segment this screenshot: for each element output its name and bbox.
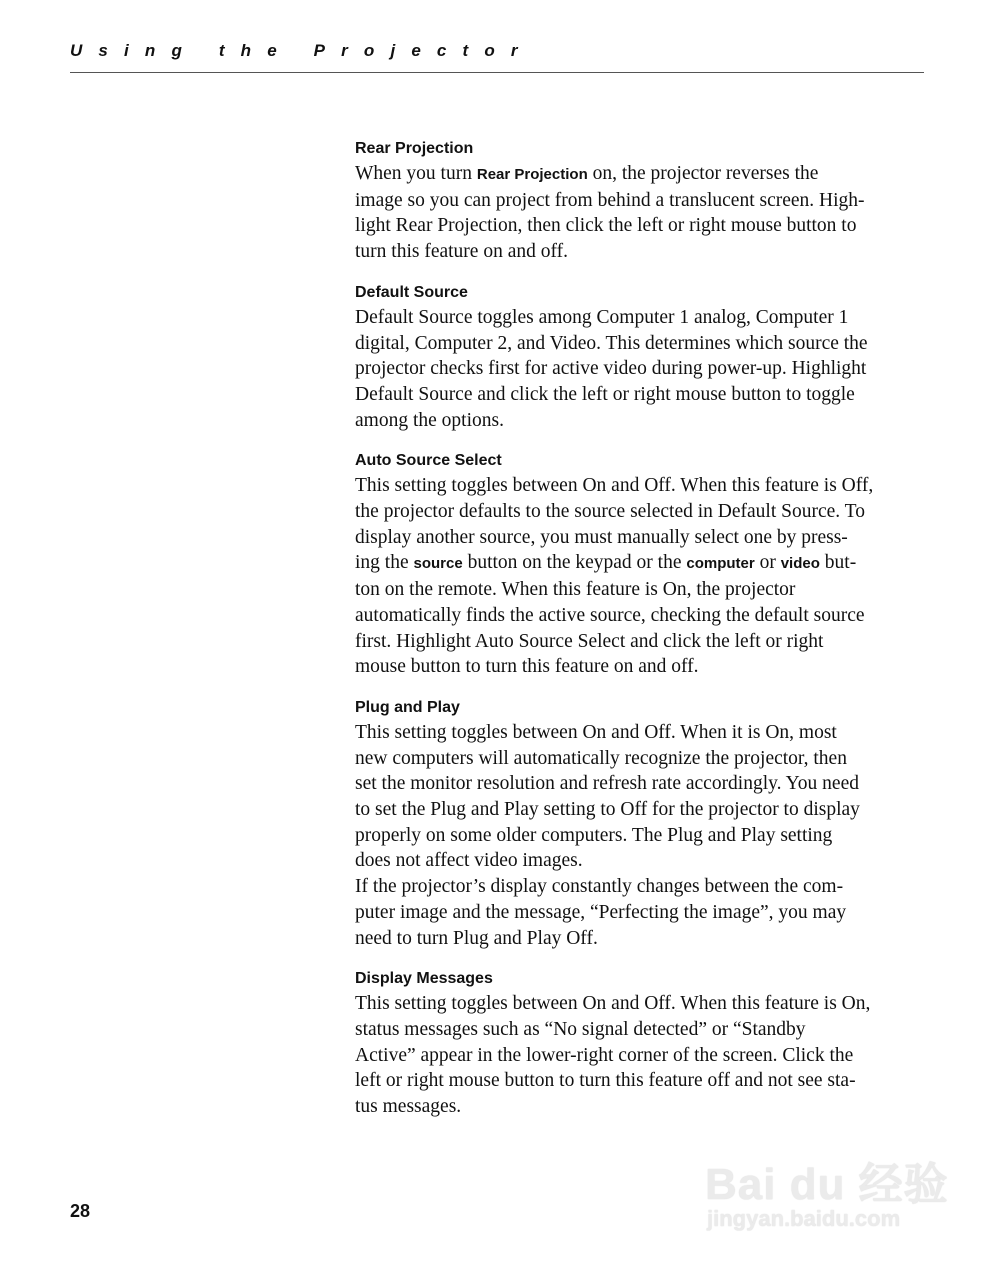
body-text-line bbox=[355, 473, 925, 499]
text-run: ton on the remote. When this feature is On, the projector bbox=[355, 579, 796, 601]
text-run: display another source, you must manually select one by press- bbox=[355, 526, 848, 548]
body-text-line bbox=[355, 1017, 925, 1043]
body-text-line bbox=[355, 382, 925, 408]
text-run: on, the projector reverses the bbox=[587, 163, 819, 184]
section-plug-and-play bbox=[355, 696, 925, 951]
body-text-line bbox=[355, 305, 925, 331]
body-text-line bbox=[355, 1043, 925, 1069]
text-run: mouse button to turn this feature on and off. bbox=[355, 656, 699, 678]
page-number: 28 bbox=[70, 1201, 91, 1221]
text-run: properly on some older computers. The Plug and Play setting bbox=[355, 824, 833, 846]
text-run: Default Source toggles among Computer 1 analog, Computer 1 bbox=[355, 306, 849, 328]
body-text-line bbox=[355, 654, 925, 680]
control-name-keyword: computer bbox=[686, 555, 755, 573]
body-text-line bbox=[355, 629, 925, 655]
text-run: does not affect video images. bbox=[355, 850, 583, 872]
text-run: tus messages. bbox=[355, 1096, 462, 1118]
running-header-title: Using the Projector bbox=[70, 41, 534, 60]
body-text-line bbox=[355, 550, 925, 577]
control-name-keyword: Rear Projection bbox=[476, 166, 588, 183]
text-run: need to turn Plug and Play Off. bbox=[355, 927, 598, 949]
body-column bbox=[355, 137, 925, 1136]
text-run: This setting toggles between On and Off. When this feature is On, bbox=[355, 993, 871, 1015]
body-text-line bbox=[355, 874, 925, 900]
text-run: projector checks first for active video during power-up. Highlight bbox=[355, 358, 867, 380]
text-run: Default Source and click the left or right mouse button to toggle bbox=[355, 383, 855, 405]
text-run: When you turn bbox=[355, 163, 477, 184]
text-run: but- bbox=[819, 552, 857, 574]
body-text-line bbox=[355, 499, 925, 525]
text-run: new computers will automatically recognize the projector, then bbox=[355, 747, 847, 769]
text-run: ing the bbox=[355, 552, 414, 574]
body-text-line bbox=[355, 900, 925, 926]
body-text-line bbox=[355, 188, 925, 214]
body-text-line bbox=[355, 823, 925, 849]
text-run: the projector defaults to the source selected in Default Source. To bbox=[355, 501, 865, 523]
body-text-line bbox=[355, 746, 925, 772]
section-display-messages bbox=[355, 967, 925, 1120]
body-text-line bbox=[355, 161, 925, 188]
text-run: button on the keypad or the bbox=[462, 552, 687, 574]
section-default-source bbox=[355, 281, 925, 434]
text-run: This setting toggles between On and Off. When this feature is Off, bbox=[355, 475, 874, 497]
text-run: digital, Computer 2, and Video. This determines which source the bbox=[355, 332, 868, 354]
baidu-watermark-logo bbox=[705, 1148, 949, 1248]
body-text-line bbox=[355, 797, 925, 823]
running-header bbox=[70, 38, 924, 73]
text-run: light Rear Projection, then click the left or right mouse button to bbox=[355, 215, 857, 237]
body-text-line bbox=[355, 771, 925, 797]
text-run: puter image and the message, “Perfecting the image”, you may bbox=[355, 901, 847, 923]
body-text-line bbox=[355, 1068, 925, 1094]
text-run: If the projector’s display constantly changes between the com- bbox=[355, 876, 844, 898]
text-run: turn this feature on and off. bbox=[355, 241, 568, 263]
section-heading: Display Messages bbox=[355, 970, 493, 988]
section-heading: Plug and Play bbox=[355, 698, 460, 716]
body-text-line bbox=[355, 926, 925, 952]
body-text-line bbox=[355, 239, 925, 265]
section-auto-source-select bbox=[355, 449, 925, 680]
body-text-line bbox=[355, 213, 925, 239]
section-rear-projection bbox=[355, 137, 925, 265]
body-text-line bbox=[355, 577, 925, 603]
watermark-url-text: jingyan.baidu.com bbox=[707, 1206, 901, 1231]
control-name-keyword: source bbox=[413, 555, 463, 573]
text-run: This setting toggles between On and Off. When it is On, most bbox=[355, 721, 837, 743]
control-name-keyword: video bbox=[780, 555, 820, 573]
section-heading: Default Source bbox=[355, 283, 468, 301]
body-text-line bbox=[355, 331, 925, 357]
text-run: to set the Plug and Play setting to Off for the projector to display bbox=[355, 799, 860, 821]
body-text-line bbox=[355, 603, 925, 629]
body-text-line bbox=[355, 1094, 925, 1120]
body-text-line bbox=[355, 408, 925, 434]
body-text-line bbox=[355, 356, 925, 382]
text-run: among the options. bbox=[355, 409, 504, 431]
section-heading: Rear Projection bbox=[355, 140, 474, 157]
text-run: status messages such as “No signal detected” or “Standby bbox=[355, 1018, 806, 1040]
body-text-line bbox=[355, 525, 925, 551]
body-text-line bbox=[355, 991, 925, 1017]
text-run: set the monitor resolution and refresh rate accordingly. You need bbox=[355, 773, 859, 795]
body-text-line bbox=[355, 848, 925, 874]
text-run: Active” appear in the lower-right corner of the screen. Click the bbox=[355, 1044, 854, 1066]
body-text-line bbox=[355, 720, 925, 746]
section-heading: Auto Source Select bbox=[355, 452, 502, 470]
watermark-main-text: Bai du 经验 bbox=[705, 1160, 949, 1209]
text-run: left or right mouse button to turn this feature off and not see sta- bbox=[355, 1070, 856, 1092]
text-run: first. Highlight Auto Source Select and click the left or right bbox=[355, 630, 824, 652]
text-run: automatically finds the active source, checking the default source bbox=[355, 604, 865, 626]
text-run: image so you can project from behind a translucent screen. High- bbox=[355, 189, 865, 211]
text-run: or bbox=[754, 552, 781, 574]
